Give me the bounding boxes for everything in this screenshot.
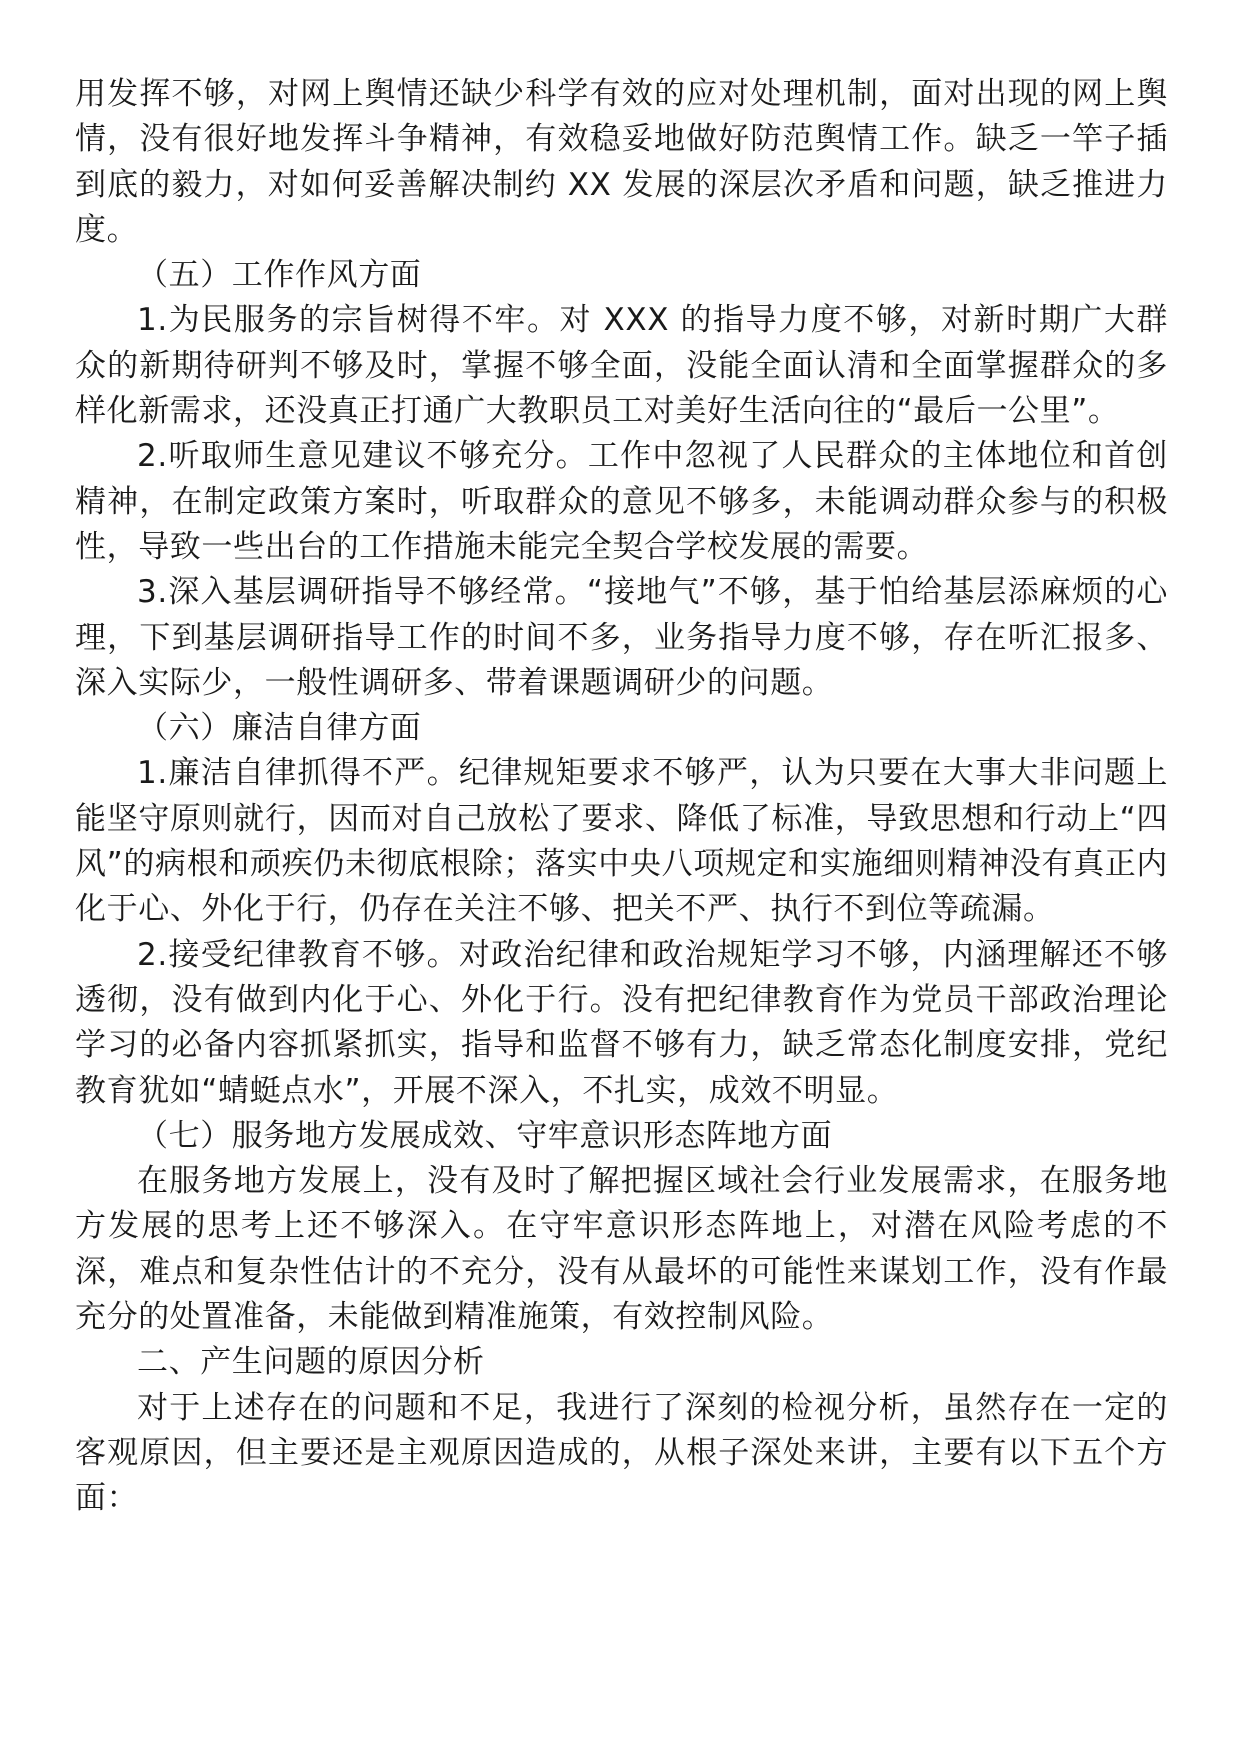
paragraph-work-style-3: 3.深入基层调研指导不够经常。“接地气”不够，基于怕给基层添麻烦的心理，下到基层调研指导工作的时间不多，业务指导力度不够，存在听汇报多、深入实际少，一般性调研多、带着课题调研少的问题。 xyxy=(75,574,1168,701)
paragraph-integrity-1: 1.廉洁自律抓得不严。纪律规矩要求不够严，认为只要在大事大非问题上能坚守原则就行，因而对自己放松了要求、降低了标准，导致思想和行动上“四风”的病根和顽疾仍未彻底根除；落实中央八项规定和实施细则精神没有真正内化于心、外化于行，仍存在关注不够、把关不严、执行不到位等疏漏。 xyxy=(75,755,1168,928)
paragraph-local-service: 在服务地方发展上，没有及时了解把握区域社会行业发展需求，在服务地方发展的思考上还不够深入。在守牢意识形态阵地上，对潜在风险考虑的不深，难点和复杂性估计的不充分，没有从最坏的可能性来谋划工作，没有作最充分的处置准备，未能做到精准施策，有效控制风险。 xyxy=(75,1163,1168,1336)
paragraph-integrity-2: 2.接受纪律教育不够。对政治纪律和政治规矩学习不够，内涵理解还不够透彻，没有做到内化于心、外化于行。没有把纪律教育作为党员干部政治理论学习的必备内容抓紧抓实，指导和监督不够有力，缺乏常态化制度安排，党纪教育犹如“蜻蜓点水”，开展不深入，不扎实，成效不明显。 xyxy=(75,936,1168,1109)
section-heading-work-style: （五）工作作风方面 xyxy=(137,257,422,294)
paragraph-cause-analysis: 对于上述存在的问题和不足，我进行了深刻的检视分析，虽然存在一定的客观原因，但主要还是主观原因造成的，从根子深处来讲，主要有以下五个方面： xyxy=(75,1389,1168,1517)
section-heading-integrity: （六）廉洁自律方面 xyxy=(137,710,422,747)
paragraph-work-style-1: 1.为民服务的宗旨树得不牢。对 XXX 的指导力度不够，对新时期广大群众的新期待研判不够及时，掌握不够全面，没能全面认清和全面掌握群众的多样化新需求，还没真正打通广大教职员工对美好生活向往的“最后一公里”。 xyxy=(75,302,1168,430)
paragraph-work-style-2: 2.听取师生意见建议不够充分。工作中忽视了人民群众的主体地位和首创精神，在制定政策方案时，听取群众的意见不够多，未能调动群众参与的积极性，导致一些出台的工作措施未能完全契合学校发展的需要。 xyxy=(75,438,1168,565)
paragraph-continued: 用发挥不够，对网上舆情还缺少科学有效的应对处理机制，面对出现的网上舆情，没有很好地发挥斗争精神，有效稳妥地做好防范舆情工作。缺乏一竿子插到底的毅力，对如何妥善解决制约 XX 发展的深层次矛盾和问题，缺乏推进力度。 xyxy=(75,76,1168,248)
section-heading-cause-analysis: 二、产生问题的原因分析 xyxy=(137,1344,485,1381)
document-page xyxy=(75,72,1168,1522)
section-heading-local-service: （七）服务地方发展成效、守牢意识形态阵地方面 xyxy=(137,1117,833,1154)
